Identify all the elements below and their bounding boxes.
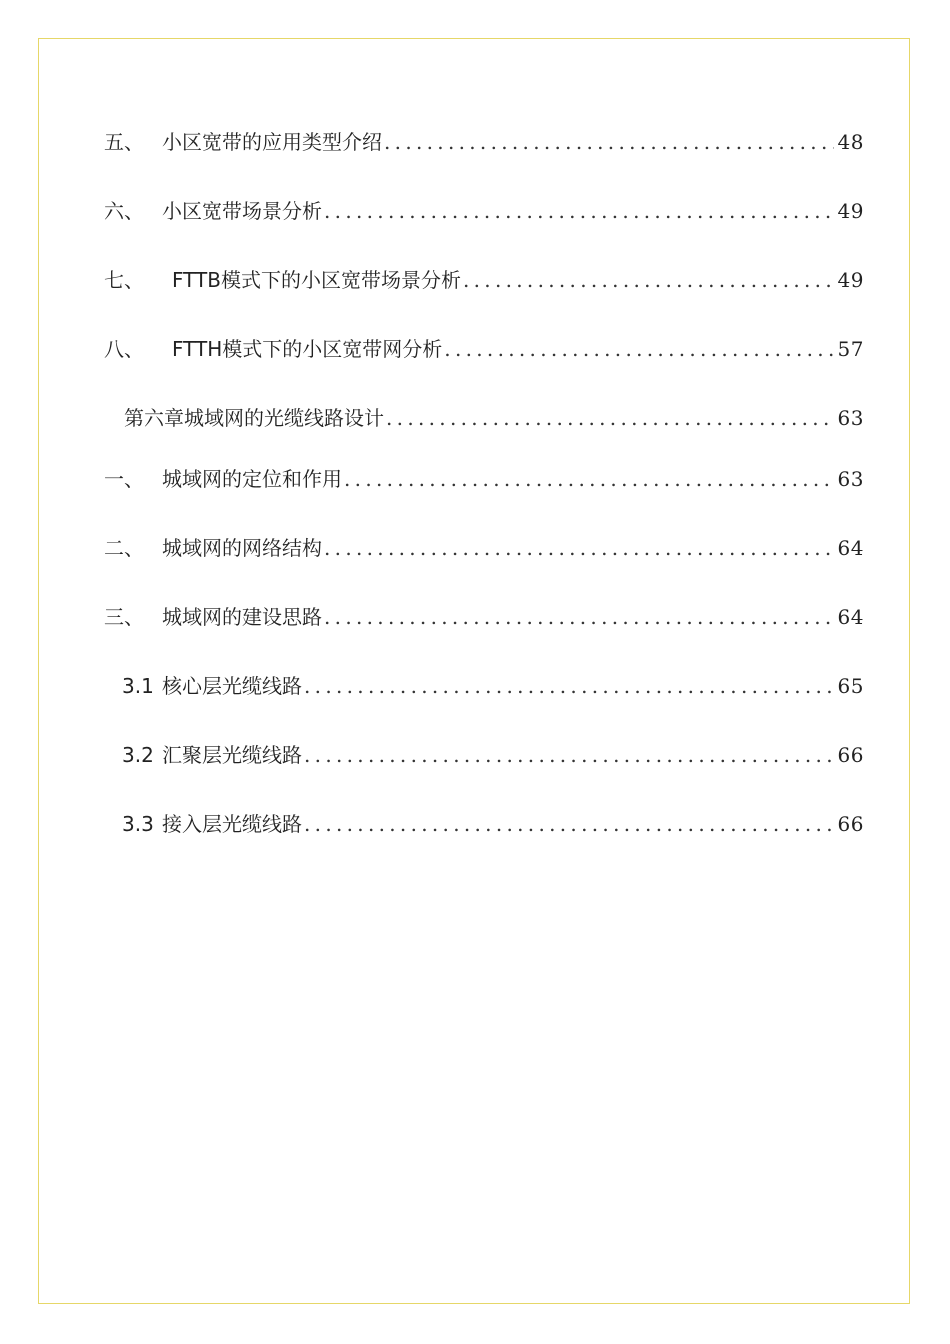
- toc-entry-page: 63: [837, 467, 864, 491]
- toc-entry-number: 3.2: [122, 743, 154, 767]
- toc-entry-page: 66: [837, 812, 864, 836]
- toc-entry-2[interactable]: [104, 533, 864, 563]
- toc-entry-page: 64: [837, 536, 864, 560]
- toc-entry-1[interactable]: [104, 464, 864, 494]
- toc-entry-8[interactable]: [104, 334, 864, 364]
- toc-entry-title: FTTH模式下的小区宽带网分析: [172, 337, 443, 361]
- toc-entry-3[interactable]: [104, 602, 864, 632]
- toc-entry-3-3[interactable]: [104, 809, 864, 839]
- toc-entry-6[interactable]: [104, 196, 864, 226]
- toc-entry-page: 49: [837, 268, 864, 292]
- toc-dot-leader: [444, 334, 833, 364]
- toc-dot-leader: [324, 196, 834, 226]
- toc-entry-5[interactable]: [104, 127, 864, 157]
- toc-dot-leader: [304, 809, 834, 839]
- toc-entry-title: 汇聚层光缆线路: [162, 743, 302, 767]
- toc-entry-page: 64: [837, 605, 864, 629]
- toc-entry-page: 66: [837, 743, 864, 767]
- toc-entry-page: 57: [837, 337, 864, 361]
- toc-entry-number: 3.1: [122, 674, 154, 698]
- toc-dot-leader: [344, 464, 834, 494]
- toc-entry-number: 八、: [104, 337, 144, 361]
- toc-entry-page: 49: [837, 199, 864, 223]
- toc-entry-number: 三、: [104, 605, 144, 629]
- toc-entry-number: 3.3: [122, 812, 154, 836]
- toc-entry-title: 第六章城域网的光缆线路设计: [124, 406, 384, 430]
- toc-entry-page: 63: [837, 406, 864, 430]
- toc-entry-number: 二、: [104, 536, 144, 560]
- toc-entry-chapter-6[interactable]: [104, 403, 864, 433]
- toc-entry-number: 七、: [104, 268, 144, 292]
- toc-entry-number: 五、: [104, 130, 144, 154]
- toc-entry-title: 小区宽带场景分析: [162, 199, 322, 223]
- toc-entry-title: 核心层光缆线路: [162, 674, 302, 698]
- toc-entry-7[interactable]: [104, 265, 864, 295]
- toc-entry-number: 一、: [104, 467, 144, 491]
- toc-entry-title: 城域网的定位和作用: [162, 467, 342, 491]
- toc-entry-number: 六、: [104, 199, 144, 223]
- toc-dot-leader: [324, 602, 834, 632]
- toc-entry-3-2[interactable]: [104, 740, 864, 770]
- toc-dot-leader: [304, 671, 834, 701]
- toc-dot-leader: [463, 265, 834, 295]
- toc-dot-leader: [384, 127, 834, 157]
- toc-dot-leader: [324, 533, 834, 563]
- toc-entry-3-1[interactable]: [104, 671, 864, 701]
- toc-dot-leader: [304, 740, 834, 770]
- toc-entry-title: 接入层光缆线路: [162, 812, 302, 836]
- toc-entry-page: 65: [837, 674, 864, 698]
- toc-entry-title: 城域网的网络结构: [162, 536, 322, 560]
- toc-entry-title: 小区宽带的应用类型介绍: [162, 130, 382, 154]
- toc-entry-title: FTTB模式下的小区宽带场景分析: [172, 268, 461, 292]
- toc-entry-page: 48: [837, 130, 864, 154]
- toc-entry-title: 城域网的建设思路: [162, 605, 322, 629]
- toc-dot-leader: [386, 403, 834, 433]
